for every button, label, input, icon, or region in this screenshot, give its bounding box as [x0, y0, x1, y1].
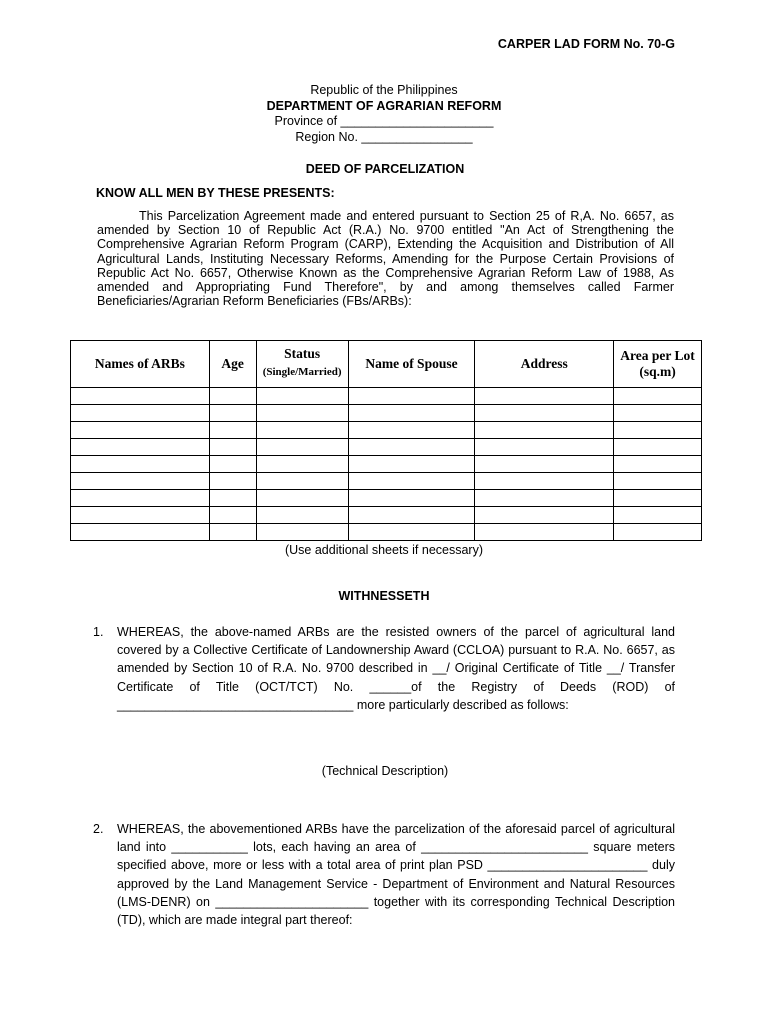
table-row	[71, 456, 702, 473]
table-row	[71, 405, 702, 422]
witnesseth-heading: WITHNESSETH	[338, 589, 430, 603]
table-cell[interactable]	[475, 405, 614, 422]
table-cell[interactable]	[71, 456, 210, 473]
paragraph-number: 1.	[93, 625, 104, 639]
table-cell[interactable]	[614, 439, 702, 456]
republic-line: Republic of the Philippines	[310, 83, 458, 97]
table-header-row	[71, 341, 702, 388]
table-cell[interactable]	[209, 524, 256, 541]
table-cell[interactable]	[614, 456, 702, 473]
table-cell[interactable]	[614, 490, 702, 507]
document-header	[0, 83, 768, 145]
table-cell[interactable]	[475, 422, 614, 439]
table-cell[interactable]	[348, 456, 475, 473]
status-label: Status	[284, 346, 321, 361]
area-unit-label: (sq.m)	[639, 364, 676, 379]
table-cell[interactable]	[71, 524, 210, 541]
table-cell[interactable]	[475, 524, 614, 541]
table-cell[interactable]	[256, 456, 348, 473]
table-cell[interactable]	[348, 490, 475, 507]
form-number: CARPER LAD FORM No. 70-G	[497, 37, 675, 51]
col-area-header	[614, 341, 702, 388]
arb-table	[70, 340, 702, 541]
table-cell[interactable]	[209, 490, 256, 507]
table-cell[interactable]	[348, 507, 475, 524]
table-cell[interactable]	[209, 473, 256, 490]
table-cell[interactable]	[71, 405, 210, 422]
status-sublabel: (Single/Married)	[262, 366, 342, 378]
paragraph-number: 2.	[93, 822, 104, 836]
table-cell[interactable]	[348, 388, 475, 405]
table-row	[71, 507, 702, 524]
table-cell[interactable]	[71, 439, 210, 456]
table-cell[interactable]	[256, 439, 348, 456]
table-cell[interactable]	[256, 388, 348, 405]
col-age-header: Age	[209, 341, 256, 388]
table-cell[interactable]	[475, 439, 614, 456]
table-cell[interactable]	[256, 524, 348, 541]
table-cell[interactable]	[209, 388, 256, 405]
area-label: Area per Lot	[620, 348, 695, 363]
province-line: Province of ______________________	[274, 114, 494, 128]
whereas-paragraph-2	[93, 820, 675, 929]
paragraph-text: WHEREAS, the abovementioned ARBs have the parcelization of the aforesaid parcel of agricultural land into ___________ lots, each having an area of ________________________ square meters specified above, more or less with a total area of print plan PSD _______________________ duly approved by the Land Management Service - Department of Environment and Natural Resources (LMS-DENR) on ______________________ together with its corresponding Technical Description (TD), which are made integral part thereof:	[117, 822, 675, 928]
table-cell[interactable]	[256, 490, 348, 507]
table-cell[interactable]	[71, 507, 210, 524]
table-cell[interactable]	[209, 422, 256, 439]
table-cell[interactable]	[614, 405, 702, 422]
intro-paragraph: This Parcelization Agreement made and entered pursuant to Section 25 of R,A. No. 6657, as amended by Section 10 of Republic Act (R.A.) No. 9700 entitled "An Act of Strengthening the Comprehensive Agrarian Reform Program (CARP), Extending the Acquisition and Distribution of All Agricultural Lands, Instituting Necessary Reforms, Amending for the Purpose Certain Provisions of Republic Act No. 6657, Otherwise Known as the Comprehensive Agrarian Reform Law of 1988, As amended and Appropriating Fund Therefore", by and among themselves called Farmer Beneficiaries/Agrarian Reform Beneficiaries (FBs/ARBs):	[97, 209, 674, 309]
table-cell[interactable]	[209, 507, 256, 524]
table-cell[interactable]	[614, 507, 702, 524]
table-cell[interactable]	[71, 422, 210, 439]
table-row	[71, 524, 702, 541]
whereas-paragraph-1	[93, 623, 675, 714]
table-row	[71, 473, 702, 490]
table-cell[interactable]	[256, 507, 348, 524]
table-cell[interactable]	[475, 456, 614, 473]
table-cell[interactable]	[348, 473, 475, 490]
table-cell[interactable]	[614, 388, 702, 405]
col-address-header: Address	[475, 341, 614, 388]
table-cell[interactable]	[209, 439, 256, 456]
table-cell[interactable]	[71, 388, 210, 405]
table-cell[interactable]	[71, 473, 210, 490]
technical-description-placeholder: (Technical Description)	[321, 764, 449, 778]
table-cell[interactable]	[475, 473, 614, 490]
table-cell[interactable]	[475, 507, 614, 524]
col-spouse-header: Name of Spouse	[348, 341, 475, 388]
table-cell[interactable]	[256, 473, 348, 490]
table-cell[interactable]	[209, 405, 256, 422]
table-cell[interactable]	[348, 439, 475, 456]
document-title: DEED OF PARCELIZATION	[305, 162, 465, 176]
table-cell[interactable]	[256, 405, 348, 422]
table-row	[71, 422, 702, 439]
col-status-header	[256, 341, 348, 388]
table-cell[interactable]	[348, 524, 475, 541]
table-cell[interactable]	[256, 422, 348, 439]
table-cell[interactable]	[348, 422, 475, 439]
paragraph-text: WHEREAS, the above-named ARBs are the resisted owners of the parcel of agricultural land covered by a Collective Certificate of Landownership Award (CCLOA) pursuant to R.A. No. 6657, as amended by Section 10 of R.A. No. 9700 described in __/ Original Certificate of Title __/ Transfer Certificate of Title (OCT/TCT) No. ______of the Registry of Deeds (ROD) of __________________________________ more particularly described as follows:	[117, 625, 675, 712]
table-note: (Use additional sheets if necessary)	[284, 543, 483, 557]
table-row	[71, 388, 702, 405]
col-names-header: Names of ARBs	[71, 341, 210, 388]
table-cell[interactable]	[614, 473, 702, 490]
table-cell[interactable]	[614, 422, 702, 439]
table-cell[interactable]	[209, 456, 256, 473]
table-row	[71, 490, 702, 507]
table-cell[interactable]	[475, 388, 614, 405]
table-cell[interactable]	[71, 490, 210, 507]
know-all-heading: KNOW ALL MEN BY THESE PRESENTS:	[96, 186, 335, 200]
region-line: Region No. ________________	[295, 129, 473, 144]
table-cell[interactable]	[348, 405, 475, 422]
table-cell[interactable]	[614, 524, 702, 541]
table-row	[71, 439, 702, 456]
department-line: DEPARTMENT OF AGRARIAN REFORM	[266, 98, 502, 113]
table-cell[interactable]	[475, 490, 614, 507]
